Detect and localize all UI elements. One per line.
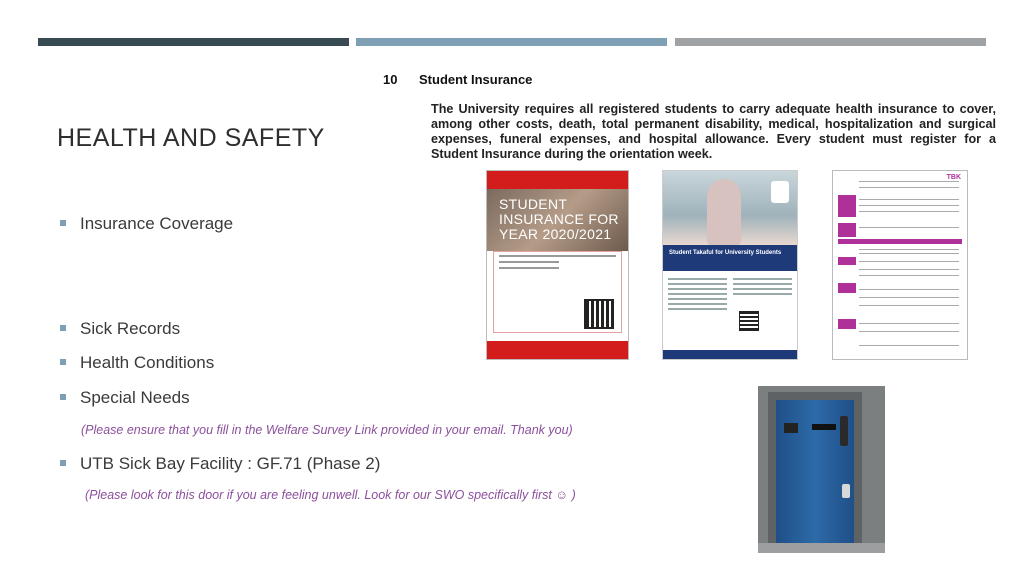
bullet-health-conditions [60,353,214,373]
door-sign [784,423,798,433]
bullet-square-icon [60,325,66,331]
section-body: The University requires all registered students to carry adequate health insurance to cover, among other costs, death, total permanent disability, medical, hospitalization and surgical expenses, funeral expenses, and hospital allowance. Every student must register for a Student Insurance during the orientation week. [431,102,996,161]
bullet-text: Health Conditions [80,353,215,372]
bullet-text: Insurance Coverage [80,214,234,233]
section-heading-text: Student Insurance [419,72,533,87]
takaful-brochure-image [662,170,798,360]
section-number: 10 [383,72,398,87]
brochure-logo-icon [771,181,789,203]
insurance-poster-image [486,170,629,360]
bullet-text: UTB Sick Bay Facility : GF.71 (Phase 2) [80,454,381,473]
poster-title: STUDENT INSURANCE FOR YEAR 2020/2021 [499,196,619,242]
header-bar-grey [675,38,986,46]
qr-code-icon [739,311,759,331]
bullet-square-icon [60,220,66,226]
brochure-column-right [733,275,792,313]
bullet-insurance [60,214,233,234]
tbk-logo: TBK [946,174,961,181]
tbk-form-image [832,170,968,360]
student-figure-icon [707,179,741,245]
section-heading [383,72,532,87]
header-bar-dark [38,38,349,46]
brochure-photo [663,171,797,245]
poster-photo [487,189,628,251]
poster-footer-strip [487,341,628,359]
door-lock-icon [840,416,848,446]
form-section-block [838,257,856,265]
brochure-title: Student Takaful for University Students [663,245,797,271]
bullet-text: Sick Records [80,319,181,338]
bullet-special-needs [60,388,190,408]
bullet-square-icon [60,394,66,400]
sick-bay-note: (Please look for this door if you are feeling unwell. Look for our SWO specifically first ☺ ) [85,488,576,502]
brochure-column-left [668,275,727,313]
floor [758,543,885,553]
form-section-block [838,195,856,217]
bullet-sick-bay [60,454,380,474]
sick-bay-door-photo [758,386,885,553]
form-section-block [838,283,856,293]
special-needs-note: (Please ensure that you fill in the Welfare Survey Link provided in your email. Thank you) [81,423,573,437]
bullet-sick-records [60,319,180,339]
slide-title: HEALTH AND SAFETY [57,124,325,152]
door-nameplate [812,424,836,430]
qr-code-icon [584,299,614,329]
brochure-columns [663,271,797,317]
poster-header-strip [487,171,628,189]
form-section-block [838,319,856,329]
form-section-block [838,223,856,237]
form-section-bar [838,239,962,244]
bullet-square-icon [60,359,66,365]
brochure-footer [663,350,797,359]
header-bar-blue [356,38,667,46]
bullet-square-icon [60,460,66,466]
bullet-text: Special Needs [80,388,190,407]
door-handle-icon [842,484,850,498]
